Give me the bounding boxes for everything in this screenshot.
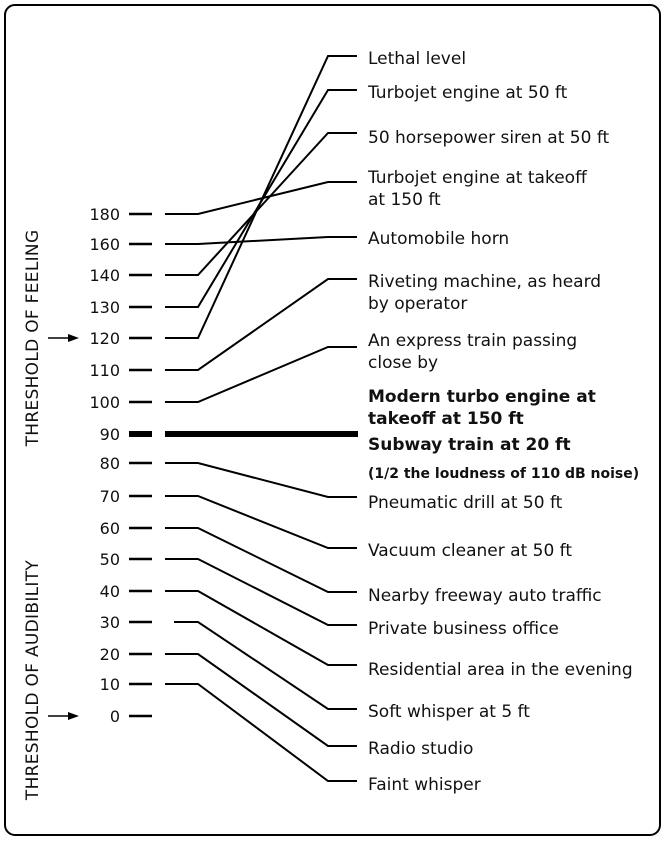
threshold-of-feeling-label: THRESHOLD OF FEELING [23, 229, 43, 447]
scale-90-label: 90 [99, 425, 120, 444]
sound-source-label: Turbojet engine at 50 ft [368, 83, 568, 103]
scale-60-label: 60 [99, 519, 120, 538]
sound-source-label: Vacuum cleaner at 50 ft [368, 541, 573, 561]
scale-50-label: 50 [99, 550, 120, 569]
scale-80-label: 80 [99, 454, 120, 473]
scale-180-label: 180 [89, 205, 120, 224]
scale-20-label: 20 [99, 645, 120, 664]
sound-source-label: Pneumatic drill at 50 ft [368, 493, 563, 513]
threshold-of-audibility-label: THRESHOLD OF AUDIBILITY [23, 559, 43, 801]
scale-120-label: 120 [89, 329, 120, 348]
scale-70-label: 70 [99, 487, 120, 506]
sound-source-label: Riveting machine, as heard by operator [368, 272, 602, 314]
sound-source-label: Radio studio [368, 739, 474, 759]
sound-source-label: Lethal level [368, 49, 467, 69]
scale-160-label: 160 [89, 235, 120, 254]
sound-source-label: An express train passing close by [368, 331, 578, 373]
scale-10-label: 10 [99, 675, 120, 694]
sound-source-label: Subway train at 20 ft [368, 435, 571, 455]
scale-110-label: 110 [89, 361, 120, 380]
loudness-note: (1/2 the loudness of 110 dB noise) [368, 466, 640, 482]
scale-130-label: 130 [89, 298, 120, 317]
scale-40-label: 40 [99, 582, 120, 601]
sound-source-label: Residential area in the evening [368, 660, 633, 680]
sound-source-label: Faint whisper [368, 775, 481, 795]
sound-source-label: Automobile horn [368, 229, 510, 249]
scale-0-label: 0 [109, 707, 120, 726]
sound-source-label: Soft whisper at 5 ft [368, 702, 530, 722]
sound-source-label: Nearby freeway auto traffic [368, 586, 602, 606]
scale-100-label: 100 [89, 393, 120, 412]
sound-source-label: 50 horsepower siren at 50 ft [368, 128, 610, 148]
scale-30-label: 30 [99, 613, 120, 632]
sound-source-label: Private business office [368, 619, 559, 639]
sound-source-label: Turbojet engine at takeoff at 150 ft [368, 168, 587, 210]
scale-140-label: 140 [89, 266, 120, 285]
sound-source-label: Modern turbo engine at takeoff at 150 ft [368, 387, 596, 429]
